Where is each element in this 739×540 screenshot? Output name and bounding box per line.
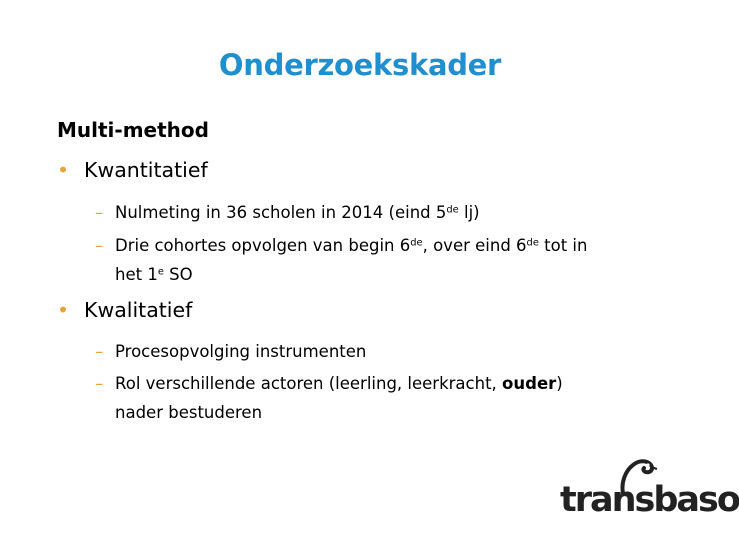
subitem-procesopvolging: – Procesopvolging instrumenten	[95, 337, 685, 366]
transbaso-logo	[560, 455, 739, 525]
section-heading: Multi-method	[57, 118, 209, 142]
slide-title: Onderzoekskader	[218, 48, 502, 82]
bullet-kwantitatief	[57, 158, 208, 182]
dash-icon: –	[95, 236, 104, 255]
subitem-nulmeting: – Nulmeting in 36 scholen in 2014 (eind 5de lj)	[95, 198, 685, 227]
bullet-label: Kwalitatief	[84, 298, 193, 322]
logo-text: transbaso	[560, 480, 739, 520]
bullet-icon: •	[57, 298, 70, 322]
dash-icon: –	[95, 203, 104, 222]
bullet-icon: •	[57, 158, 70, 182]
subitem-cohortes: – Drie cohortes opvolgen van begin 6de, over eind 6de tot in het 1e SO	[95, 231, 685, 289]
subitem-actoren: – Rol verschillende actoren (leerling, leerkracht, ouder) nader bestuderen	[95, 369, 685, 427]
bullet-kwalitatief	[57, 298, 192, 322]
dash-icon: –	[95, 374, 104, 393]
dash-icon: –	[95, 342, 104, 361]
bullet-label: Kwantitatief	[84, 158, 208, 182]
